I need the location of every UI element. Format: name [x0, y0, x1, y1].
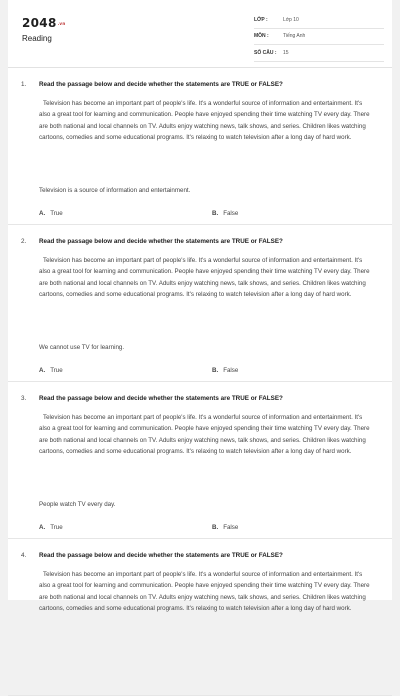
answer-option-a[interactable]	[39, 367, 63, 374]
question-heading	[8, 551, 392, 560]
meta-row-subject	[254, 29, 384, 46]
option-label: False	[223, 524, 239, 531]
question-statement: We cannot use TV for learning.	[39, 344, 125, 351]
question-title: Read the passage below and decide whether the statements are TRUE or FALSE?	[39, 238, 283, 245]
reading-passage: Television has become an important part of people's life. It's a wonderful source of information and entertainment. It's also a great tool for learning and communication. People have enjoyed spending their time watching TV every day. There are both national and local channels on TV. Adults enjoy watching news, talk shows, and series. Children likes watching cartoons, comedies and some educational programs. It's relaxing to watch television after a long day of hard work.	[39, 100, 370, 142]
option-label: False	[223, 210, 239, 217]
answer-option-a[interactable]	[39, 210, 63, 217]
option-letter: B.	[212, 367, 219, 374]
question-2	[8, 225, 392, 382]
question-number: 2.	[21, 238, 27, 245]
answer-option-b[interactable]	[212, 210, 238, 217]
worksheet-meta	[254, 12, 384, 62]
option-label: True	[50, 367, 63, 374]
answer-option-b[interactable]	[212, 367, 238, 374]
meta-value: 15	[283, 49, 289, 56]
meta-row-class	[254, 12, 384, 29]
site-logo[interactable]	[22, 16, 65, 30]
option-letter: A.	[39, 367, 46, 374]
question-number: 4.	[21, 552, 27, 559]
option-letter: A.	[39, 210, 46, 217]
question-statement: People watch TV every day.	[39, 501, 116, 508]
option-letter: B.	[212, 210, 219, 217]
question-number: 3.	[21, 395, 27, 402]
question-title: Read the passage below and decide whether the statements are TRUE or FALSE?	[39, 395, 283, 402]
question-heading	[8, 394, 392, 403]
meta-row-question-count	[254, 45, 384, 62]
meta-value: Tiếng Anh	[283, 33, 306, 40]
reading-passage: Television has become an important part of people's life. It's a wonderful source of information and entertainment. It's also a great tool for learning and communication. People have enjoyed spending their time watching TV every day. There are both national and local channels on TV. Adults enjoy watching news, talk shows, and series. Children likes watching cartoons, comedies and some educational programs. It's relaxing to watch television after a long day of hard work.	[39, 257, 370, 299]
worksheet-header	[8, 0, 392, 66]
question-heading	[8, 237, 392, 246]
logo-suffix: .vn	[57, 21, 66, 26]
logo-text: 2048	[22, 16, 57, 30]
meta-key: LỚP :	[254, 16, 268, 23]
worksheet-page	[8, 0, 392, 613]
option-label: True	[50, 210, 63, 217]
meta-key: MÔN :	[254, 33, 269, 40]
answer-option-a[interactable]	[39, 524, 63, 531]
option-letter: B.	[212, 524, 219, 531]
document-title: Reading	[22, 34, 52, 43]
question-1	[8, 68, 392, 225]
option-label: False	[223, 367, 239, 374]
meta-value: Lớp 10	[283, 16, 299, 23]
question-3	[8, 382, 392, 539]
question-list	[8, 68, 392, 696]
question-statement: Television is a source of information and entertainment.	[39, 187, 191, 194]
option-letter: A.	[39, 524, 46, 531]
question-title: Read the passage below and decide whether the statements are TRUE or FALSE?	[39, 552, 283, 559]
option-label: True	[50, 524, 63, 531]
question-heading	[8, 80, 392, 89]
reading-passage: Television has become an important part of people's life. It's a wonderful source of information and entertainment. It's also a great tool for learning and communication. People have enjoyed spending their time watching TV every day. There are both national and local channels on TV. Adults enjoy watching news, talk shows, and series. Children likes watching cartoons, comedies and some educational programs. It's relaxing to watch television after a long day of hard work.	[39, 571, 370, 613]
answer-option-b[interactable]	[212, 524, 238, 531]
meta-key: SỐ CÂU :	[254, 49, 277, 56]
question-title: Read the passage below and decide whether the statements are TRUE or FALSE?	[39, 81, 283, 88]
question-number: 1.	[21, 81, 27, 88]
reading-passage: Television has become an important part of people's life. It's a wonderful source of information and entertainment. It's also a great tool for learning and communication. People have enjoyed spending their time watching TV every day. There are both national and local channels on TV. Adults enjoy watching news, talk shows, and series. Children likes watching cartoons, comedies and some educational programs. It's relaxing to watch television after a long day of hard work.	[39, 414, 370, 456]
question-4	[8, 539, 392, 696]
